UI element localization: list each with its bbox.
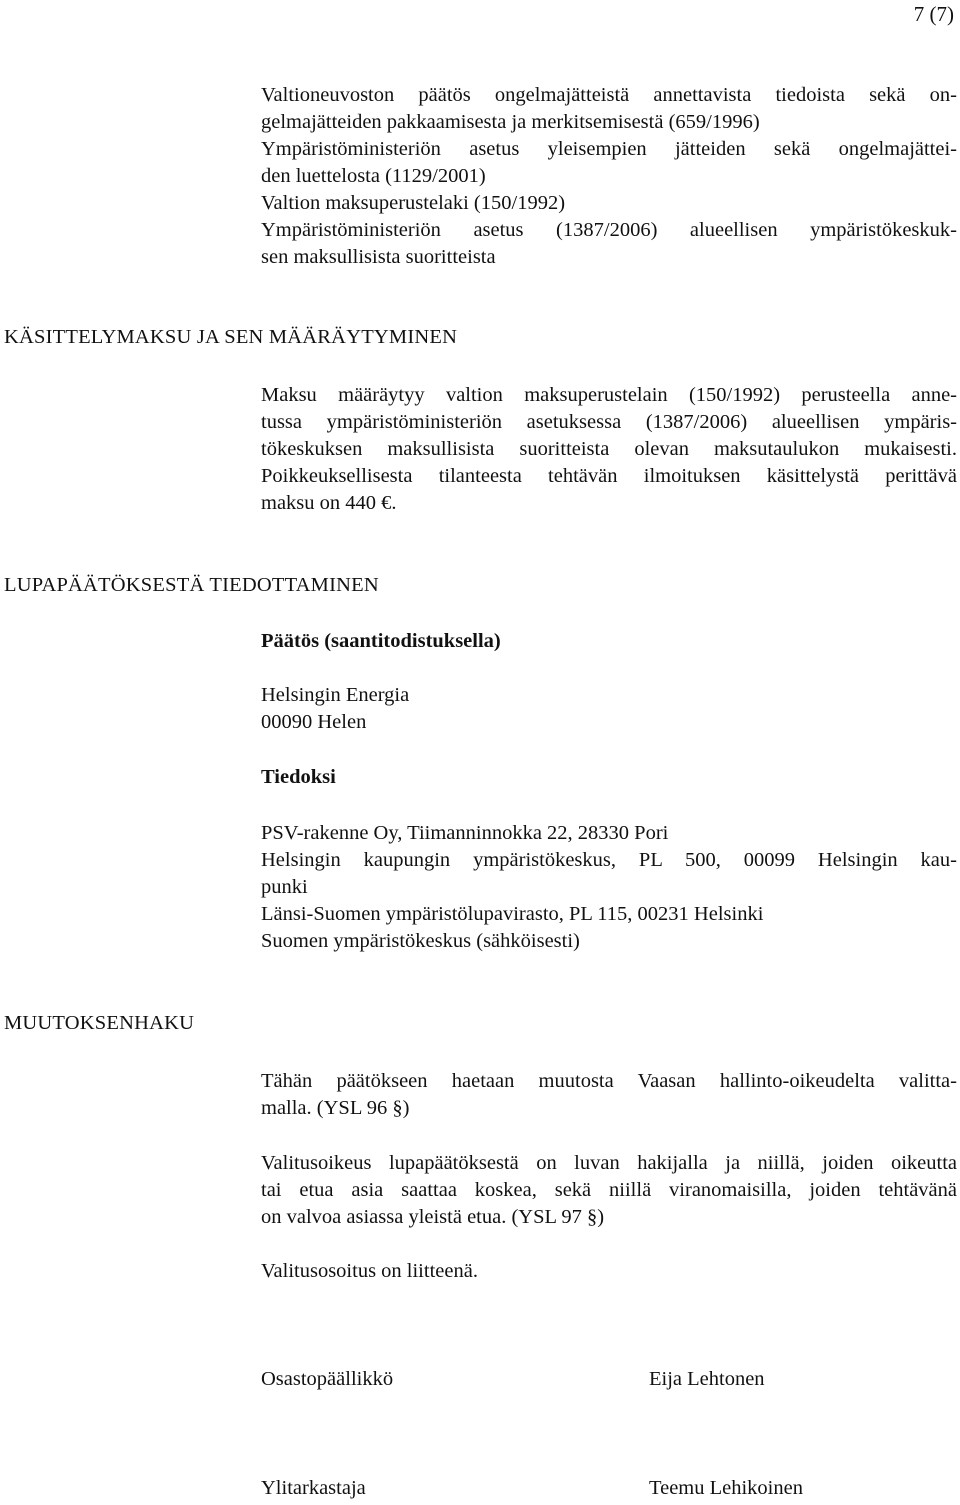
info-recipient: PSV-rakenne Oy, Tiimanninnokka 22, 28330 Pori — [261, 822, 669, 844]
reference-line: den luettelosta (1129/2001) — [261, 165, 486, 187]
info-recipient: punki — [261, 876, 308, 898]
references-block — [261, 82, 957, 271]
info-recipients — [261, 820, 957, 955]
fee-line: Maksu määräytyy valtion maksuperustelain (150/1992) perusteella anne- — [261, 384, 957, 406]
fee-heading: KÄSITTELYMAKSU JA SEN MÄÄRÄYTYMINEN — [4, 326, 458, 348]
decision-title: Päätös (saantitodistuksella) — [261, 630, 501, 652]
reference-line: Ympäristöministeriön asetus yleisempien jätteiden sekä ongelmajättei- — [261, 138, 957, 160]
page-number: 7 (7) — [913, 2, 954, 26]
signature-title: Osastopäällikkö — [261, 1368, 394, 1390]
appeal-line: on valvoa asiassa yleistä etua. (YSL 97 §) — [261, 1206, 605, 1228]
reference-line: sen maksullisista suoritteista — [261, 246, 496, 268]
fee-line: tökeskuksen maksullisista suoritteista olevan maksutaulukon mukaisesti. — [261, 438, 957, 460]
fee-line: maksu on 440 €. — [261, 492, 397, 514]
reference-line: Ympäristöministeriön asetus (1387/2006) alueellisen ympäristökeskuk- — [261, 219, 957, 241]
reference-line: Valtion maksuperustelaki (150/1992) — [261, 192, 566, 214]
appeal-paragraph-2 — [261, 1150, 957, 1231]
info-recipient: Suomen ympäristökeskus (sähköisesti) — [261, 930, 580, 952]
fee-line: tussa ympäristöministeriön asetuksessa (1387/2006) alueellisen ympäris- — [261, 411, 957, 433]
info-recipient: Länsi-Suomen ympäristölupavirasto, PL 115, 00231 Helsinki — [261, 903, 764, 925]
appeal-line: tai etua asia saattaa koskea, sekä niillä viranomaisilla, joiden tehtävänä — [261, 1179, 957, 1201]
appeal-line: Tähän päätökseen haetaan muutosta Vaasan hallinto-oikeudelta valitta- — [261, 1070, 957, 1092]
reference-line: Valtioneuvoston päätös ongelmajätteistä annettavista tiedoista sekä on- — [261, 84, 957, 106]
signature-name: Eija Lehtonen — [649, 1368, 765, 1390]
appeal-line: malla. (YSL 96 §) — [261, 1097, 410, 1119]
notification-heading: LUPAPÄÄTÖKSESTÄ TIEDOTTAMINEN — [4, 574, 379, 596]
signature-title: Ylitarkastaja — [261, 1477, 366, 1499]
info-recipient: Helsingin kaupungin ympäristökeskus, PL 500, 00099 Helsingin kau- — [261, 849, 957, 871]
info-title: Tiedoksi — [261, 766, 336, 788]
fee-line: Poikkeuksellisesta tilanteesta tehtävän ilmoituksen käsittelystä perittävä — [261, 465, 957, 487]
decision-recipient-name: Helsingin Energia — [261, 684, 410, 706]
appeal-paragraph-1 — [261, 1068, 957, 1122]
appeal-line: Valitusoikeus lupapäätöksestä on luvan hakijalla ja niillä, joiden oikeutta — [261, 1152, 957, 1174]
appeal-heading: MUUTOKSENHAKU — [4, 1012, 195, 1034]
reference-line: gelmajätteiden pakkaamisesta ja merkitsemisestä (659/1996) — [261, 111, 760, 133]
appeal-paragraph-3: Valitusosoitus on liitteenä. — [261, 1260, 478, 1282]
fee-paragraph — [261, 382, 957, 517]
decision-recipient-address: 00090 Helen — [261, 711, 367, 733]
signature-name: Teemu Lehikoinen — [649, 1477, 803, 1499]
